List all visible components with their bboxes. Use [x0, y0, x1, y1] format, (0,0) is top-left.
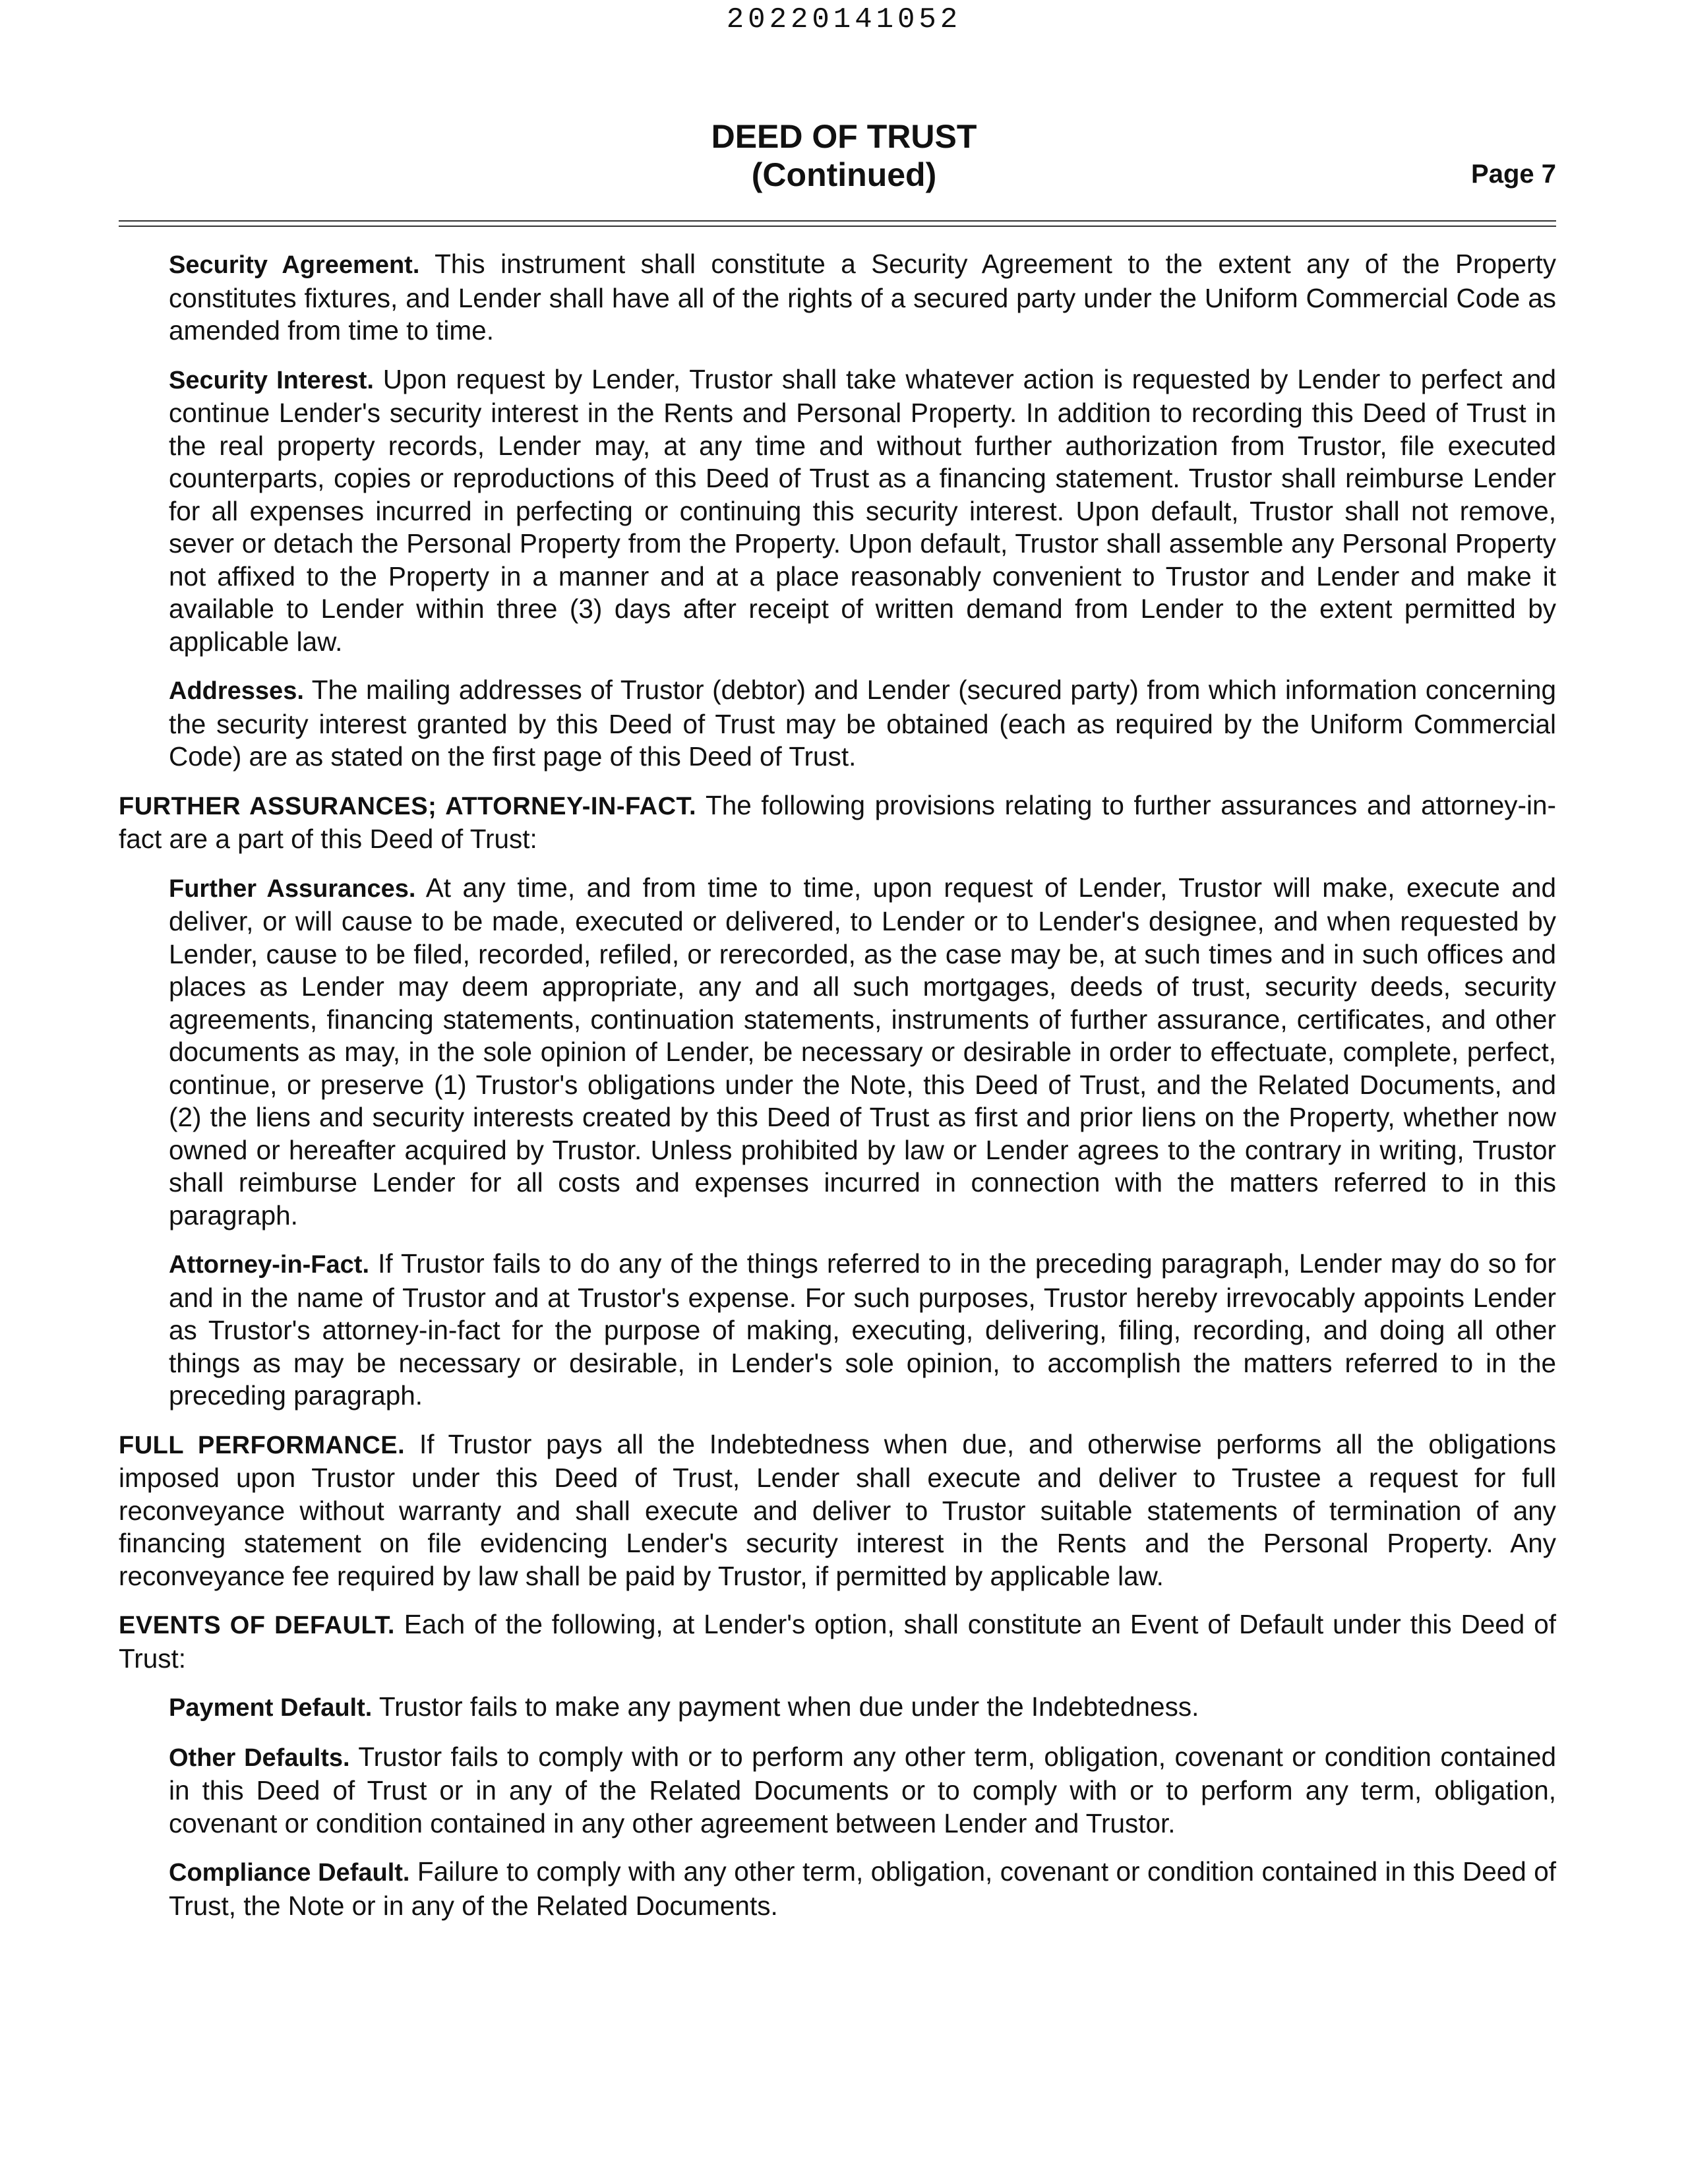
heading-other-defaults: Other Defaults.	[169, 1744, 350, 1772]
paragraph-addresses	[169, 674, 1556, 774]
recording-number: 20220141052	[726, 3, 962, 36]
header-divider-bottom	[119, 226, 1556, 227]
title-line-1: DEED OF TRUST	[711, 118, 977, 155]
document-body	[119, 248, 1556, 1938]
header-divider-top	[119, 220, 1556, 222]
heading-further-assurances-section: FURTHER ASSURANCES; ATTORNEY-IN-FACT.	[119, 792, 697, 820]
paragraph-events-of-default	[119, 1608, 1556, 1675]
text-events-of-default: Each of the following, at Lender's option, shall constitute an Event of Default under this Deed of Trust:	[119, 1609, 1556, 1674]
paragraph-payment-default	[169, 1691, 1556, 1725]
paragraph-compliance-default	[169, 1856, 1556, 1922]
heading-further-assurances: Further Assurances.	[169, 874, 416, 903]
paragraph-full-performance	[119, 1428, 1556, 1593]
text-security-agreement: This instrument shall constitute a Security Agreement to the extent any of the Property constitutes fixtures, and Lender shall have all of the rights of a secured party under the Uniform Commercial Code as amended from time to time.	[169, 249, 1557, 346]
text-further-assurances: At any time, and from time to time, upon request of Lender, Trustor will make, execute and deliver, or will cause to be made, executed or delivered, to Lender or to Lender's designee, and when requested by Lender, cause to be filed, recorded, refiled, or rerecorded, as the case may be, at such times and in such offices and places as Lender may deem appropriate, any and all such mortgages, deeds of trust, security deeds, security agreements, financing statements, continuation statements, instruments of further assurance, certificates, and other documents as may, in the sole opinion of Lender, be necessary or desirable in order to effectuate, complete, perfect, continue, or preserve (1) Trustor's obligations under the Note, this Deed of Trust, and the Related Documents, and (2) the liens and security interests created by this Deed of Trust as first and prior liens on the Property, whether now owned or hereafter acquired by Trustor. Unless prohibited by law or Lender agrees to the contrary in writing, Trustor shall reimburse Lender for all costs and expenses incurred in connection with the matters referred to in this paragraph.	[169, 872, 1556, 1230]
text-attorney-in-fact: If Trustor fails to do any of the things referred to in the preceding paragraph, Lender may do so for and in the name of Trustor and at Trustor's expense. For such purposes, Trustor hereby irrevocably appoints Lender as Trustor's attorney-in-fact for the purpose of making, executing, delivering, filing, recording, and doing all other things as may be necessary or desirable, in Lender's sole opinion, to accomplish the matters referred to in the preceding paragraph.	[169, 1248, 1556, 1410]
document-title	[0, 117, 1688, 194]
page-number: Page 7	[1471, 160, 1556, 189]
paragraph-further-assurances	[169, 872, 1556, 1232]
text-full-performance: If Trustor pays all the Indebtedness when due, and otherwise performs all the obligations imposed upon Trustor under this Deed of Trust, Lender shall execute and deliver to Trustee a request for full reconveyance without warranty and shall execute and deliver to Trustor suitable statements of termination of any financing statement on file evidencing Lender's security interest in the Rents and the Personal Property. Any reconveyance fee required by law shall be paid by Trustor, if permitted by applicable law.	[119, 1428, 1556, 1591]
text-addresses: The mailing addresses of Trustor (debtor) and Lender (secured party) from which information concerning the security interest granted by this Deed of Trust may be obtained (each as required by the Uniform Commercial Code) are as stated on the first page of this Deed of Trust.	[169, 675, 1556, 772]
text-other-defaults: Trustor fails to comply with or to perform any other term, obligation, covenant or condition contained in this Deed of Trust or in any of the Related Documents or to comply with or to perform any term, obligation, covenant or condition contained in any other agreement between Lender and Trustor.	[169, 1741, 1556, 1838]
text-compliance-default: Failure to comply with any other term, obligation, covenant or condition contained in this Deed of Trust, the Note or in any of the Related Documents.	[169, 1856, 1556, 1921]
heading-events-of-default: EVENTS OF DEFAULT.	[119, 1612, 395, 1639]
heading-security-interest: Security Interest.	[169, 366, 374, 394]
heading-payment-default: Payment Default.	[169, 1694, 373, 1722]
heading-addresses: Addresses.	[169, 677, 304, 705]
paragraph-security-interest	[169, 363, 1556, 659]
text-security-interest: Upon request by Lender, Trustor shall take whatever action is requested by Lender to perfect and continue Lender's security interest in the Rents and Personal Property. In addition to recording this Deed of Trust in the real property records, Lender may, at any time and without further authorization from Trustor, file executed counterparts, copies or reproductions of this Deed of Trust as a financing statement. Trustor shall reimburse Lender for all expenses incurred in perfecting or continuing this security interest. Upon default, Trustor shall not remove, sever or detach the Personal Property from the Property. Upon default, Trustor shall assemble any Personal Property not affixed to the Property in a manner and at a place reasonably convenient to Trustor and Lender and make it available to Lender within three (3) days after receipt of written demand from Lender to the extent permitted by applicable law.	[169, 363, 1556, 657]
paragraph-security-agreement	[169, 248, 1556, 348]
paragraph-other-defaults	[169, 1741, 1556, 1840]
heading-full-performance: FULL PERFORMANCE.	[119, 1431, 406, 1459]
heading-attorney-in-fact: Attorney-in-Fact.	[169, 1251, 369, 1279]
text-further-assurances-section: The following provisions relating to further assurances and attorney-in-fact are a part of this Deed of Trust:	[119, 789, 1556, 854]
heading-security-agreement: Security Agreement.	[169, 251, 420, 279]
title-line-2: (Continued)	[751, 156, 937, 193]
heading-compliance-default: Compliance Default.	[169, 1859, 410, 1887]
paragraph-attorney-in-fact	[169, 1248, 1556, 1412]
paragraph-further-assurances-section	[119, 789, 1556, 856]
text-payment-default: Trustor fails to make any payment when due under the Indebtedness.	[378, 1691, 1199, 1722]
